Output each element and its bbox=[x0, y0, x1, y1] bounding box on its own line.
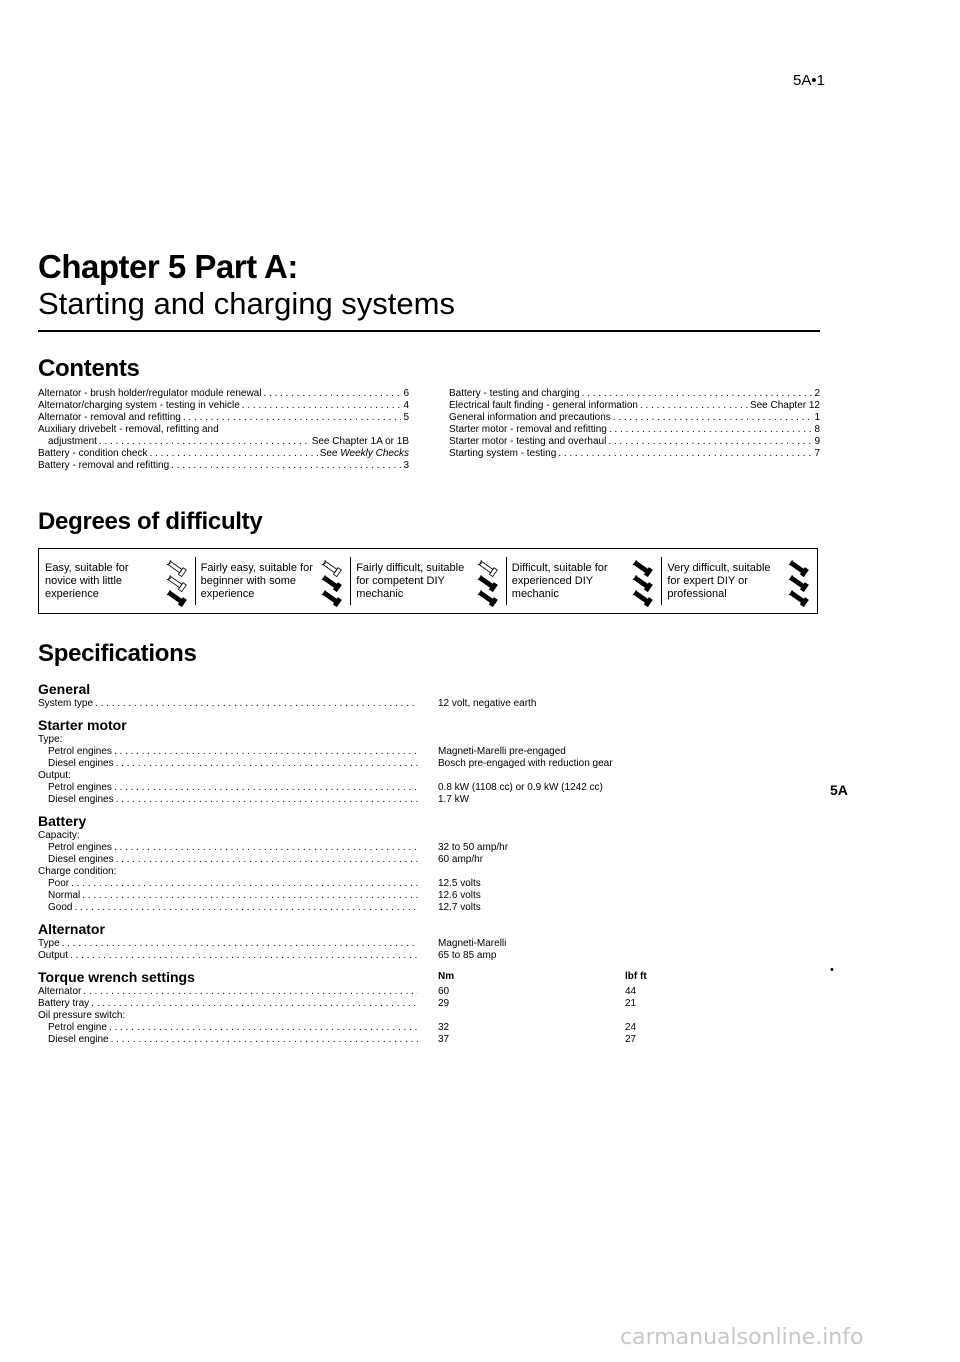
leader-dots bbox=[171, 460, 401, 472]
spec-row bbox=[38, 782, 678, 794]
leader-dots bbox=[114, 782, 418, 794]
spec-row-value: 37 bbox=[438, 1034, 450, 1045]
difficulty-level-2 bbox=[195, 549, 351, 613]
spec-row-value: 12.7 volts bbox=[438, 902, 481, 913]
title-rule bbox=[38, 330, 820, 332]
leader-dots bbox=[558, 448, 812, 460]
spanner-rating-icon bbox=[317, 555, 343, 607]
contents-entry-label: Battery - testing and charging bbox=[449, 388, 580, 399]
contents-entry-ref-text: 7 bbox=[814, 448, 820, 459]
difficulty-icons bbox=[472, 553, 500, 609]
contents-entry-label: Starter motor - testing and overhaul bbox=[449, 436, 607, 447]
difficulty-description: Very difficult, suitable for expert DIY or professional bbox=[667, 561, 771, 600]
spec-row-value: 60 bbox=[438, 986, 450, 997]
chapter-number: Chapter 5 Part A: bbox=[38, 248, 298, 285]
contents-entry-ref-text: See Chapter 1A or 1B bbox=[311, 436, 409, 447]
contents-entry bbox=[449, 448, 820, 460]
spec-row bbox=[38, 890, 678, 902]
difficulty-level-5 bbox=[661, 549, 817, 613]
spec-row-name bbox=[38, 782, 418, 794]
spec-row-label: Normal bbox=[48, 890, 81, 901]
contents-entry-ref bbox=[814, 448, 820, 460]
leader-dots bbox=[62, 938, 418, 950]
spec-row-value: 32 bbox=[438, 1022, 450, 1033]
spec-row-label: Diesel engine bbox=[48, 1034, 109, 1045]
leader-dots bbox=[609, 424, 813, 436]
spec-sublabel: Output: bbox=[38, 770, 71, 781]
contents-entry-ref-text: 1 bbox=[814, 412, 820, 423]
specifications-heading: Specifications bbox=[38, 640, 197, 667]
section-tab: 5A bbox=[830, 782, 848, 798]
torque-col-lbfft: lbf ft bbox=[625, 971, 647, 982]
spec-row-label: Good bbox=[48, 902, 73, 913]
contents-entry-ref bbox=[814, 412, 820, 424]
spec-row-label: Battery tray bbox=[38, 998, 90, 1009]
contents-entry bbox=[38, 436, 409, 448]
spec-row-value: 29 bbox=[438, 998, 450, 1009]
difficulty-icons bbox=[627, 553, 655, 609]
contents-entry bbox=[449, 436, 820, 448]
difficulty-icons bbox=[161, 553, 189, 609]
spec-sublabel: Charge condition: bbox=[38, 866, 117, 877]
spec-row-name bbox=[38, 794, 418, 806]
spec-row bbox=[38, 950, 678, 962]
contents-entry-ref bbox=[312, 436, 409, 448]
difficulty-description: Fairly difficult, suitable for competent DIY mechanic bbox=[356, 561, 465, 600]
leader-dots bbox=[109, 1022, 418, 1034]
leader-dots bbox=[70, 950, 418, 962]
contents-entry bbox=[38, 460, 409, 472]
spec-row-name bbox=[38, 1034, 418, 1046]
difficulty-icons bbox=[316, 553, 344, 609]
contents-list bbox=[38, 388, 820, 472]
spec-row-name bbox=[38, 890, 418, 902]
spec-row bbox=[38, 794, 678, 806]
difficulty-description: Easy, suitable for novice with little experience bbox=[45, 561, 129, 600]
spec-row-value: 65 to 85 amp bbox=[438, 950, 497, 961]
leader-dots bbox=[116, 854, 418, 866]
contents-entry bbox=[449, 424, 820, 436]
spec-row-name bbox=[38, 998, 418, 1010]
leader-dots bbox=[114, 842, 418, 854]
difficulty-description: Difficult, suitable for experienced DIY mechanic bbox=[511, 561, 608, 600]
spec-sublabel: Capacity: bbox=[38, 830, 80, 841]
spec-row-name bbox=[38, 842, 418, 854]
spec-row-label: Petrol engines bbox=[48, 842, 112, 853]
spec-row-label: Diesel engines bbox=[48, 854, 114, 865]
contents-entry-label: adjustment bbox=[48, 436, 97, 447]
spec-row bbox=[38, 758, 678, 770]
spec-row-value: 0.8 kW (1108 cc) or 0.9 kW (1242 cc) bbox=[438, 782, 603, 793]
contents-entry-ref-text: 4 bbox=[403, 400, 409, 411]
spec-row bbox=[38, 902, 678, 914]
spec-row-name bbox=[38, 1022, 418, 1034]
spec-row bbox=[38, 698, 678, 710]
spec-row-label: Petrol engines bbox=[48, 746, 112, 757]
spec-row bbox=[38, 986, 678, 998]
leader-dots bbox=[116, 758, 418, 770]
specifications-table bbox=[38, 674, 678, 1046]
leader-dots bbox=[95, 698, 418, 710]
spec-row-value-imperial: 21 bbox=[625, 998, 637, 1009]
contents-entry bbox=[449, 400, 820, 412]
leader-dots bbox=[613, 412, 813, 424]
contents-entry-ref bbox=[403, 412, 409, 424]
spec-row-value: 60 amp/hr bbox=[438, 854, 484, 865]
torque-header bbox=[38, 968, 678, 986]
spec-row bbox=[38, 938, 678, 950]
spec-sublabel: Type: bbox=[38, 734, 63, 745]
leader-dots bbox=[71, 878, 418, 890]
spec-row-value: 12.5 volts bbox=[438, 878, 481, 889]
contents-entry-label: Alternator/charging system - testing in vehicle bbox=[38, 400, 240, 411]
chapter-title bbox=[38, 248, 455, 322]
leader-dots bbox=[150, 448, 318, 460]
contents-entry-label: Electrical fault finding - general information bbox=[449, 400, 638, 411]
spec-row bbox=[38, 1022, 678, 1034]
contents-entry-ref bbox=[814, 436, 820, 448]
spec-row-name bbox=[38, 878, 418, 890]
spec-row-label: Type bbox=[38, 938, 60, 949]
contents-entry-ref bbox=[403, 400, 409, 412]
difficulty-level-4 bbox=[506, 549, 662, 613]
page-number: 5A•1 bbox=[793, 72, 825, 89]
contents-entry-label: Alternator - removal and refitting bbox=[38, 412, 181, 423]
contents-entry-ref bbox=[750, 400, 820, 412]
leader-dots bbox=[640, 400, 748, 412]
spec-row-name bbox=[38, 746, 418, 758]
spec-row-label: Diesel engines bbox=[48, 758, 114, 769]
spec-row-label: Poor bbox=[48, 878, 70, 889]
contents-heading: Contents bbox=[38, 355, 140, 382]
spec-row-value-imperial: 24 bbox=[625, 1022, 637, 1033]
spec-row-label: Petrol engines bbox=[48, 782, 112, 793]
contents-entry-ref-text: 8 bbox=[814, 424, 820, 435]
leader-dots bbox=[183, 412, 402, 424]
leader-dots bbox=[91, 998, 418, 1010]
contents-entry-ref-text: 5 bbox=[403, 412, 409, 423]
spec-row bbox=[38, 842, 678, 854]
spec-row bbox=[38, 1034, 678, 1046]
contents-entry-label: General information and precautions bbox=[449, 412, 611, 423]
spec-row-label: Output bbox=[38, 950, 69, 961]
spec-row-value: 32 to 50 amp/hr bbox=[438, 842, 509, 853]
spec-row-value: 1.7 kW bbox=[438, 794, 470, 805]
leader-dots bbox=[114, 746, 418, 758]
spec-row bbox=[38, 878, 678, 890]
spec-row-value: Bosch pre-engaged with reduction gear bbox=[438, 758, 613, 769]
contents-entry-label: Battery - condition check bbox=[38, 448, 148, 459]
torque-title: Torque wrench settings bbox=[38, 969, 195, 985]
contents-entry bbox=[38, 424, 409, 436]
spec-row-name bbox=[38, 698, 418, 710]
contents-entry-ref bbox=[814, 388, 820, 400]
spec-row-name bbox=[38, 938, 418, 950]
leader-dots bbox=[111, 1034, 418, 1046]
spec-section-title: Battery bbox=[38, 813, 87, 829]
difficulty-table bbox=[38, 548, 818, 614]
spanner-rating-icon bbox=[473, 555, 499, 607]
spec-row-name bbox=[38, 986, 418, 998]
spec-section-title: Alternator bbox=[38, 921, 105, 937]
contents-entry-label: Auxiliary drivebelt - removal, refitting and bbox=[38, 424, 219, 435]
contents-entry bbox=[38, 400, 409, 412]
contents-entry-label: Starting system - testing bbox=[449, 448, 557, 459]
spec-row-value-imperial: 44 bbox=[625, 986, 637, 997]
chapter-subtitle: Starting and charging systems bbox=[38, 286, 455, 321]
spanner-rating-icon bbox=[162, 555, 188, 607]
contents-entry-ref-text: See Chapter 12 bbox=[749, 400, 820, 411]
watermark: carmanualsonline.info bbox=[620, 1325, 864, 1350]
contents-entry-ref bbox=[403, 460, 409, 472]
contents-entry-label: Battery - removal and refitting bbox=[38, 460, 170, 471]
spec-row-label: System type bbox=[38, 698, 94, 709]
spec-sublabel: Oil pressure switch: bbox=[38, 1010, 126, 1021]
leader-dots bbox=[582, 388, 813, 400]
contents-entry bbox=[38, 412, 409, 424]
spec-row-name bbox=[38, 902, 418, 914]
spec-row-value: 12.6 volts bbox=[438, 890, 481, 901]
spec-row-value-imperial: 27 bbox=[625, 1034, 637, 1045]
contents-entry-ref-text: 9 bbox=[814, 436, 820, 447]
spec-row-name bbox=[38, 854, 418, 866]
spec-row-value: 12 volt, negative earth bbox=[438, 698, 537, 709]
spec-row-name bbox=[38, 950, 418, 962]
contents-entry bbox=[449, 412, 820, 424]
contents-entry-ref bbox=[403, 388, 409, 400]
contents-entry-ref-text: 2 bbox=[814, 388, 820, 399]
spec-row-value: Magneti-Marelli pre-engaged bbox=[438, 746, 566, 757]
spec-row-value: Magneti-Marelli bbox=[438, 938, 507, 949]
spec-section-title: General bbox=[38, 681, 91, 697]
spanner-rating-icon bbox=[628, 555, 654, 607]
spec-row-label: Diesel engines bbox=[48, 794, 114, 805]
spec-row-name bbox=[38, 758, 418, 770]
spec-section-title: Starter motor bbox=[38, 717, 127, 733]
difficulty-level-3 bbox=[350, 549, 506, 613]
contents-entry-ref bbox=[320, 448, 409, 460]
contents-entry-ref-text: 3 bbox=[403, 460, 409, 471]
spec-row bbox=[38, 854, 678, 866]
contents-entry-label: Alternator - brush holder/regulator module renewal bbox=[38, 388, 262, 399]
contents-entry bbox=[38, 388, 409, 400]
difficulty-description: Fairly easy, suitable for beginner with some experience bbox=[200, 561, 313, 600]
leader-dots bbox=[263, 388, 401, 400]
contents-entry bbox=[38, 448, 409, 460]
leader-dots bbox=[608, 436, 812, 448]
difficulty-level-1 bbox=[39, 549, 195, 613]
stray-mark: • bbox=[830, 964, 834, 976]
leader-dots bbox=[242, 400, 402, 412]
leader-dots bbox=[99, 436, 310, 448]
contents-entry-ref-text: See bbox=[319, 448, 341, 459]
spanner-rating-icon bbox=[784, 555, 810, 607]
contents-entry-label: Starter motor - removal and refitting bbox=[449, 424, 607, 435]
contents-entry-ref-italic: Weekly Checks bbox=[340, 448, 409, 459]
leader-dots bbox=[116, 794, 418, 806]
contents-entry bbox=[449, 388, 820, 400]
spec-row-label: Alternator bbox=[38, 986, 82, 997]
contents-entry-ref bbox=[814, 424, 820, 436]
difficulty-heading: Degrees of difficulty bbox=[38, 508, 263, 535]
spec-row-label: Petrol engine bbox=[48, 1022, 107, 1033]
leader-dots bbox=[83, 986, 418, 998]
contents-entry-ref-text: 6 bbox=[403, 388, 409, 399]
contents-left-column bbox=[38, 388, 409, 472]
leader-dots bbox=[74, 902, 418, 914]
torque-col-nm: Nm bbox=[438, 971, 455, 982]
leader-dots bbox=[82, 890, 418, 902]
spec-row bbox=[38, 998, 678, 1010]
contents-right-column bbox=[449, 388, 820, 472]
difficulty-icons bbox=[783, 553, 811, 609]
spec-row bbox=[38, 746, 678, 758]
